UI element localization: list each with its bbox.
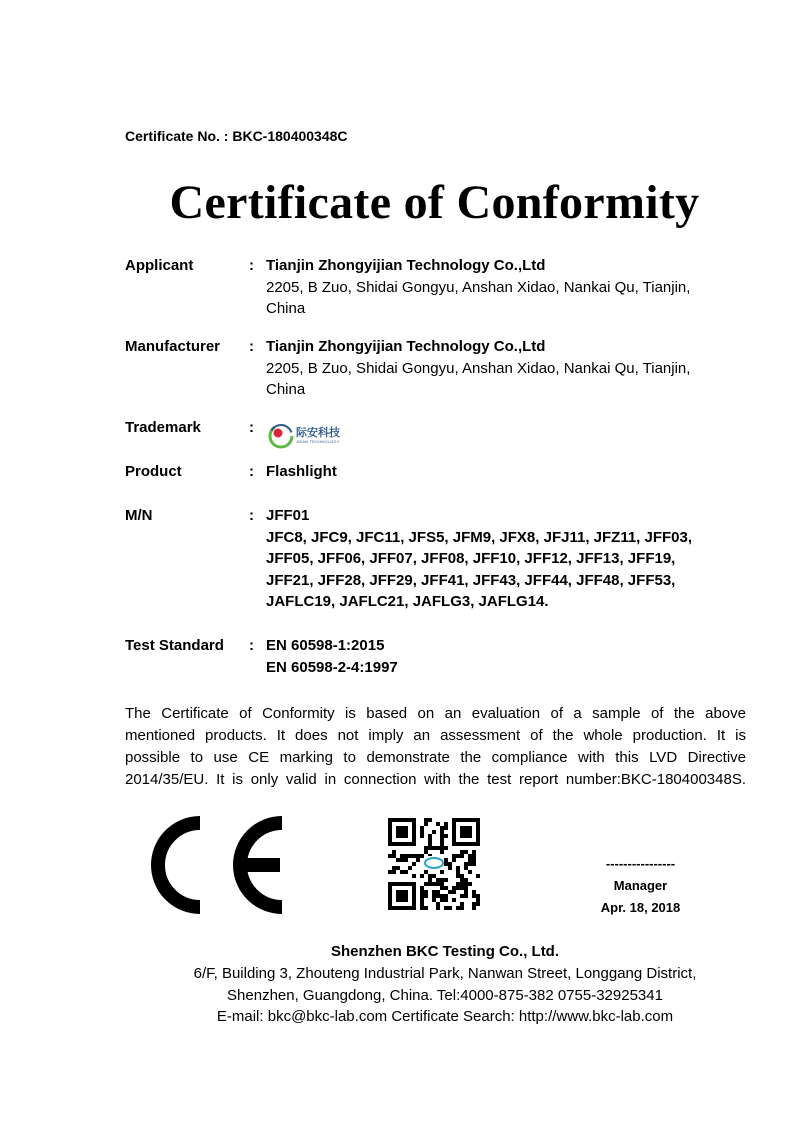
product-row: [125, 461, 745, 483]
applicant-address-line2: China: [266, 300, 306, 317]
test-standard-label: Test Standard: [125, 637, 224, 654]
conformity-statement: [125, 703, 746, 791]
qr-code-icon: [388, 818, 480, 910]
issuer-address-line1: 6/F, Building 3, Zhouteng Industrial Park, Nanwan Street, Longgang District,: [193, 965, 697, 982]
trademark-logo-text: [296, 428, 340, 444]
manufacturer-address-line2: China: [266, 381, 306, 398]
trademark-logo-lockup: [268, 423, 340, 449]
model-number-line: JFF21, JFF28, JFF29, JFF41, JFF43, JFF44, JFF48, JFF53,: [266, 571, 676, 589]
manufacturer-colon: :: [249, 338, 254, 355]
product-label: Product: [125, 463, 182, 480]
product-value: Flashlight: [266, 463, 337, 480]
page-title: Certificate of Conformity: [169, 176, 700, 229]
model-number-line: JFC8, JFC9, JFC11, JFS5, JFM9, JFX8, JFJ11, JFZ11, JFF03,: [266, 528, 693, 546]
model-number-list: [266, 505, 746, 613]
test-standard-list: [266, 635, 746, 678]
trademark-row: [125, 417, 745, 453]
model-number-colon: :: [249, 507, 254, 524]
signatory-role: Manager: [613, 878, 668, 893]
trademark-logo-cn: 际安科技: [296, 427, 340, 439]
statement-line: mentioned products. It does not imply an assessment of the whole production. It is: [125, 727, 746, 744]
issuer-contact: E-mail: bkc@bkc-lab.com Certificate Search: http://www.bkc-lab.com: [216, 1008, 674, 1025]
trademark-logo: [268, 423, 748, 456]
applicant-label: Applicant: [125, 257, 194, 274]
signature-line: ----------------: [605, 856, 676, 871]
applicant-row: [125, 255, 745, 321]
signature-date: Apr. 18, 2018: [600, 900, 681, 915]
model-number-line: JAFLC19, JAFLC21, JAFLG3, JAFLG14.: [266, 593, 549, 610]
test-standard-row: [125, 635, 745, 679]
model-number-row: [125, 505, 745, 615]
product-colon: :: [249, 463, 254, 480]
trademark-colon: :: [249, 419, 254, 436]
manufacturer-value: [266, 336, 746, 401]
statement-line: The Certificate of Conformity is based on an evaluation of a sample of the above: [125, 705, 746, 722]
issuer-company: Shenzhen BKC Testing Co., Ltd.: [330, 943, 560, 960]
trademark-label: Trademark: [125, 419, 201, 436]
test-standard-line: EN 60598-2-4:1997: [266, 658, 398, 676]
issuer-address-line2: Shenzhen, Guangdong, China. Tel:4000-875-382 0755-32925341: [227, 987, 663, 1004]
applicant-name: Tianjin Zhongyijian Technology Co.,Ltd: [266, 257, 546, 274]
test-standard-line: EN 60598-1:2015: [266, 637, 385, 654]
certificate-number: Certificate No. : BKC-180400348C: [125, 128, 348, 144]
statement-line: 2014/35/EU. It is only valid in connection with the test report number:BKC-180400348S.: [125, 771, 746, 788]
manufacturer-name: Tianjin Zhongyijian Technology Co.,Ltd: [266, 338, 546, 355]
trademark-logo-icon: [268, 423, 294, 449]
statement-line: possible to use CE marking to demonstrate the compliance with this LVD Directive: [125, 749, 746, 766]
applicant-value: [266, 255, 746, 320]
model-number-label: M/N: [125, 507, 153, 524]
model-number-line: JFF05, JFF06, JFF07, JFF08, JFF10, JFF12, JFF13, JFF19,: [266, 550, 676, 567]
manufacturer-address-line1: 2205, B Zuo, Shidai Gongyu, Anshan Xidao, Nankai Qu, Tianjin,: [266, 359, 691, 377]
applicant-colon: :: [249, 257, 254, 274]
trademark-logo-en: JIEAN TECHNOLOGY: [296, 439, 340, 444]
manufacturer-row: [125, 336, 745, 402]
manufacturer-label: Manufacturer: [125, 338, 221, 355]
ce-mark-icon: [150, 815, 290, 915]
test-standard-colon: :: [249, 637, 254, 654]
model-number-line: JFF01: [266, 507, 310, 524]
applicant-address-line1: 2205, B Zuo, Shidai Gongyu, Anshan Xidao, Nankai Qu, Tianjin,: [266, 278, 691, 296]
